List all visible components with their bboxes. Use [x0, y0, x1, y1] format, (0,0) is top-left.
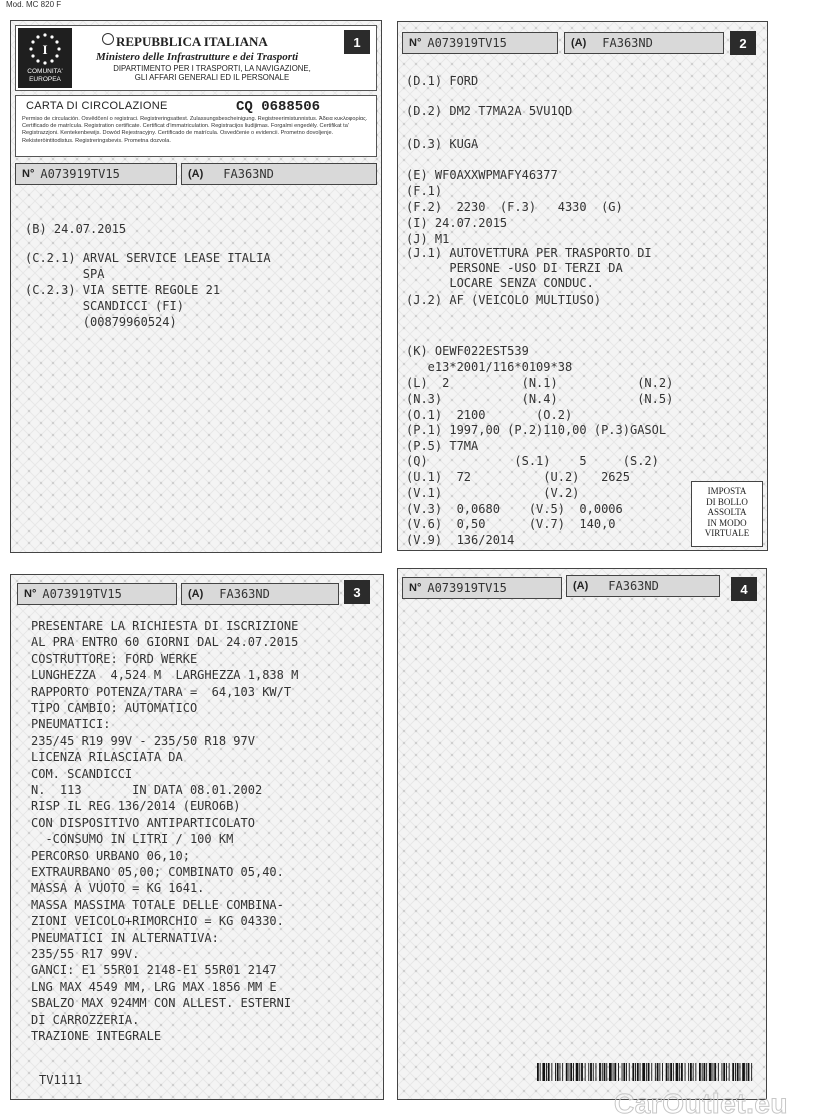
barcode-bar: [648, 1063, 650, 1081]
field-d3: (D.3) KUGA: [406, 137, 479, 151]
document-title: CARTA DI CIRCOLAZIONE: [26, 100, 168, 112]
barcode-bar: [573, 1063, 574, 1081]
barcode-bar: [609, 1063, 612, 1081]
barcode-bar: [640, 1063, 641, 1081]
barcode-bar: [735, 1063, 736, 1081]
field-p: (P.1) 1997,00 (P.2)110,00 (P.3)GASOL: [406, 423, 667, 437]
barcode-bar: [566, 1063, 568, 1081]
barcode-bar: [537, 1063, 539, 1081]
number-label: N°: [22, 168, 35, 180]
field-c23: (C.2.3) VIA SETTE REGOLE 21: [25, 283, 221, 297]
barcode-bar: [688, 1063, 689, 1081]
field-l-n: (L) 2 (N.1) (N.2): [406, 376, 674, 390]
barcode-bar: [569, 1063, 570, 1081]
barcode-bar: [635, 1063, 636, 1081]
eu-caption-line2: EUROPEA: [29, 76, 61, 83]
barcode-bar: [570, 1063, 572, 1081]
panel-number-1: 1: [344, 30, 370, 54]
panel-2: [397, 21, 768, 551]
field-j1-cont1: PERSONE -USO DI TERZI DA: [406, 261, 623, 275]
barcode-bar: [655, 1063, 656, 1081]
barcode-bar: [714, 1063, 716, 1081]
plate-label: (A): [188, 588, 204, 600]
department-line1: DIPARTIMENTO PER I TRASPORTI, LA NAVIGAZIONE,: [113, 64, 311, 73]
barcode-bar: [673, 1063, 674, 1081]
notes-line: 235/55 R17 99V.: [31, 947, 140, 961]
registration-number-field: [15, 163, 177, 185]
document-code: CQ 0688506: [236, 99, 321, 115]
field-e: (E) WF0AXXWPMAFY46377: [406, 168, 558, 182]
notes-line: LNG MAX 4549 MM, LRG MAX 1856 MM E: [31, 979, 277, 994]
barcode-bar: [606, 1063, 607, 1081]
plate-field: [566, 575, 720, 597]
field-j: (J) M1: [406, 232, 450, 246]
barcode-bar: [676, 1063, 679, 1081]
multilingual-titles: Permiso de circulación. Osvědčení o registraci. Registreringsattest. Zulassungsbescheinigung. Registreerimistunnistus. Άδεια κυκλοφορίας. Certificado de matrícula. Registration certificate. Certificat d'immatriculation. Registracijos liudijimas. Forgalmi engedély. Certifikat ta' Registrazzjoni. Kentekenbewijs. Dowód Rejestracyjny. Certificado de matrícula. Osvedčenie o evidencii. Prometno dovoljenje. Rekisteröintitodistus. Registreringsbevis. Prometna dozvola.: [22, 116, 368, 144]
stamp-line4: IN MODO: [707, 517, 747, 528]
document-header: [15, 25, 377, 91]
barcode-bar: [737, 1063, 739, 1081]
barcode-bar: [662, 1063, 663, 1081]
notes-line: ZIONI VEICOLO+RIMORCHIO = KG 04330.: [31, 914, 284, 929]
watermark-logo: CarOutlet.eu: [614, 1088, 789, 1119]
barcode-bar: [581, 1063, 583, 1081]
barcode-bar: [548, 1063, 550, 1081]
stamp-line5: VIRTUALE: [704, 528, 750, 538]
barcode-bar: [726, 1063, 727, 1081]
notes-line: MASSA A VUOTO = KG 1641.: [31, 881, 205, 896]
barcode-bar: [629, 1063, 630, 1081]
barcode-bar: [702, 1063, 703, 1081]
notes-line: EXTRAURBANO 05,00; COMBINATO 05,40.: [31, 865, 284, 879]
field-d1: (D.1) FORD: [406, 74, 479, 88]
field-q-s: (Q) (S.1) 5 (S.2): [406, 454, 659, 468]
stamp-line2: DI BOLLO: [706, 496, 748, 507]
field-u: (U.1) 72 (U.2) 2625: [406, 470, 630, 484]
barcode-bar: [751, 1063, 752, 1081]
plate-number: FA363ND: [602, 36, 653, 50]
notes-line: RAPPORTO POTENZA/TARA = 64,103 KW/T: [31, 684, 292, 699]
barcode-bar: [540, 1063, 541, 1081]
field-j2: (J.2) AF (VEICOLO MULTIUSO): [406, 293, 602, 307]
notes-line: 235/45 R19 99V - 235/50 R18 97V: [31, 733, 255, 748]
plate-number: FA363ND: [608, 579, 659, 593]
barcode-bar: [748, 1063, 750, 1081]
registration-number: A073919TV15: [427, 581, 507, 595]
barcode-bar: [613, 1063, 614, 1081]
eu-country-letter: I: [42, 42, 48, 57]
field-f1: (F.1): [406, 184, 443, 198]
notes-line: N. 113 IN DATA 08.01.2002: [31, 783, 263, 797]
field-c23-city: SCANDICCI (FI): [25, 299, 184, 313]
field-k: (K) OEWF022EST539: [406, 344, 529, 358]
field-v6-v7: (V.6) 0,50 (V.7) 140,0: [406, 517, 616, 531]
eu-flag-logo: [18, 28, 72, 88]
field-c23-code: (00879960524): [25, 315, 177, 329]
field-c21-cont: SPA: [25, 267, 105, 281]
registration-number: A073919TV15: [42, 587, 122, 601]
panel-3: [10, 574, 384, 1100]
office-code: TV1111: [39, 1073, 83, 1087]
plate-field: [181, 583, 339, 605]
barcode-bar: [626, 1063, 627, 1081]
barcode-bar: [723, 1063, 725, 1081]
barcode-bar: [709, 1063, 712, 1081]
barcode-bar: [576, 1063, 579, 1081]
number-label: N°: [409, 37, 422, 49]
plate-label: (A): [571, 37, 587, 49]
form-code: Mod. MC 820 F: [6, 0, 62, 9]
notes-line: CON DISPOSITIVO ANTIPARTICOLATO: [31, 815, 255, 830]
barcode-bar: [637, 1063, 639, 1081]
number-label: N°: [409, 582, 422, 594]
notes-line: DI CARROZZERIA.: [31, 1012, 140, 1027]
department-line2: GLI AFFARI GENERALI ED IL PERSONALE: [134, 73, 290, 82]
barcode-bar: [681, 1063, 683, 1081]
barcode-bar: [657, 1063, 659, 1081]
barcode-bar: [670, 1063, 672, 1081]
panel-number-4: 4: [731, 577, 757, 601]
barcode-bar: [588, 1063, 589, 1081]
plate-label: (A): [188, 168, 204, 180]
barcode-bar: [555, 1063, 556, 1081]
field-n3-n5: (N.3) (N.4) (N.5): [406, 392, 674, 406]
barcode-bar: [622, 1063, 623, 1081]
barcode-bar: [732, 1063, 734, 1081]
department-title: [96, 64, 328, 82]
barcode-bar: [593, 1063, 594, 1081]
panel-1: [10, 20, 382, 553]
field-b: (B) 24.07.2015: [25, 222, 127, 236]
stamp-line3: ASSOLTA: [707, 507, 747, 517]
notes-line: MASSA MASSIMA TOTALE DELLE COMBINA-: [31, 897, 284, 912]
barcode-bar: [729, 1063, 730, 1081]
barcode-bar: [542, 1063, 545, 1081]
barcode-bar: [690, 1063, 692, 1081]
barcode-bar: [722, 1063, 723, 1081]
plate-label: (A): [573, 580, 589, 592]
plate-field: [181, 163, 377, 185]
barcode-bar: [695, 1063, 696, 1081]
barcode-bar: [614, 1063, 616, 1081]
document-title-box: [15, 95, 377, 157]
ministry-title: Ministero delle Infrastrutture e dei Trasporti: [96, 51, 299, 63]
barcode-bar: [651, 1063, 652, 1081]
barcode-bar: [742, 1063, 745, 1081]
barcode-bar: [585, 1063, 586, 1081]
plate-number: FA363ND: [219, 587, 270, 601]
barcode-bar: [590, 1063, 592, 1081]
barcode-bar: [618, 1063, 619, 1081]
plate-number: FA363ND: [223, 167, 274, 181]
barcode-bar: [666, 1063, 668, 1081]
notes-line: TRAZIONE INTEGRALE: [31, 1029, 162, 1043]
barcode-bar: [718, 1063, 719, 1081]
panel-number-2: 2: [730, 31, 756, 55]
barcode-icon: [537, 1063, 755, 1081]
field-v1-v2: (V.1) (V.2): [406, 486, 580, 500]
number-label: N°: [24, 588, 37, 600]
notes-line: GANCI: E1 55R01 2148-E1 55R01 2147: [31, 963, 277, 978]
barcode-bar: [604, 1063, 606, 1081]
registration-number-field: [402, 577, 562, 599]
barcode-bar: [668, 1063, 669, 1081]
barcode-bar: [602, 1063, 603, 1081]
registration-number-field: [17, 583, 177, 605]
notes-line: PNEUMATICI:: [31, 717, 111, 732]
barcode-bar: [713, 1063, 714, 1081]
notes-line: COM. SCANDICCI: [31, 766, 133, 781]
notes-line: TIPO CAMBIO: AUTOMATICO: [31, 701, 198, 715]
eu-stars-icon: [28, 32, 62, 66]
barcode-bar: [546, 1063, 547, 1081]
field-v3-v5: (V.3) 0,0680 (V.5) 0,0006: [406, 502, 623, 516]
field-k-approval: e13*2001/116*0109*38: [406, 360, 573, 374]
barcode-bar: [560, 1063, 561, 1081]
panel-number-3: 3: [344, 580, 370, 604]
barcode-bar: [599, 1063, 601, 1081]
eu-caption-line1: COMUNITA': [27, 68, 63, 75]
field-f2-f3: (F.2) 2230 (F.3) 4330 (G): [406, 200, 623, 214]
republic-emblem-icon: [102, 33, 114, 45]
panel-4: [397, 568, 767, 1100]
notes-line: LICENZA RILASCIATA DA: [31, 750, 183, 765]
field-d2: (D.2) DM2 T7MA2A 5VU1QD: [406, 104, 573, 118]
barcode-bar: [693, 1063, 694, 1081]
registration-number: A073919TV15: [427, 36, 507, 50]
field-v9: (V.9) 136/2014: [406, 533, 515, 547]
field-j1: (J.1) AUTOVETTURA PER TRASPORTO DI: [406, 246, 652, 260]
registration-number: A073919TV15: [40, 167, 120, 181]
notes-line: AL PRA ENTRO 60 GIORNI DAL 24.07.2015: [31, 635, 299, 650]
barcode-bar: [646, 1063, 647, 1081]
tax-stamp-box: [691, 481, 763, 547]
field-c21: (C.2.1) ARVAL SERVICE LEASE ITALIA: [25, 251, 271, 265]
barcode-bar: [740, 1063, 741, 1081]
barcode-bar: [685, 1063, 686, 1081]
field-i: (I) 24.07.2015: [406, 216, 508, 230]
notes-line: -CONSUMO IN LITRI / 100 KM: [31, 832, 234, 847]
notes-line: SBALZO MAX 924MM CON ALLEST. ESTERNI: [31, 996, 292, 1011]
field-p5: (P.5) T7MA: [406, 439, 479, 453]
barcode-bar: [699, 1063, 701, 1081]
barcode-bar: [623, 1063, 625, 1081]
barcode-bar: [551, 1063, 552, 1081]
notes-line: COSTRUTTORE: FORD WERKE: [31, 651, 198, 666]
registration-number-field: [402, 32, 558, 54]
barcode-bar: [704, 1063, 706, 1081]
notes-line: PRESENTARE LA RICHIESTA DI ISCRIZIONE: [31, 619, 299, 633]
barcode-bar: [557, 1063, 559, 1081]
barcode-bar: [746, 1063, 747, 1081]
barcode-bar: [596, 1063, 597, 1081]
notes-line: PERCORSO URBANO 06,10;: [31, 848, 190, 863]
stamp-line1: IMPOSTA: [707, 486, 747, 496]
barcode-bar: [642, 1063, 645, 1081]
notes-line: RISP IL REG 136/2014 (EURO6B): [31, 799, 241, 814]
barcode-bar: [632, 1063, 634, 1081]
field-o: (O.1) 2100 (O.2): [406, 408, 573, 422]
barcode-bar: [579, 1063, 580, 1081]
notes-line: LUNGHEZZA 4,524 M LARGHEZZA 1,838 M: [31, 668, 299, 683]
barcode-bar: [659, 1063, 660, 1081]
plate-field: [564, 32, 724, 54]
barcode-bar: [679, 1063, 680, 1081]
barcode-bar: [562, 1063, 563, 1081]
notes-line: PNEUMATICI IN ALTERNATIVA:: [31, 930, 219, 945]
field-j1-cont2: LOCARE SENZA CONDUC.: [406, 276, 594, 290]
barcode-bar: [706, 1063, 707, 1081]
republic-title: REPUBBLICA ITALIANA: [116, 34, 268, 49]
